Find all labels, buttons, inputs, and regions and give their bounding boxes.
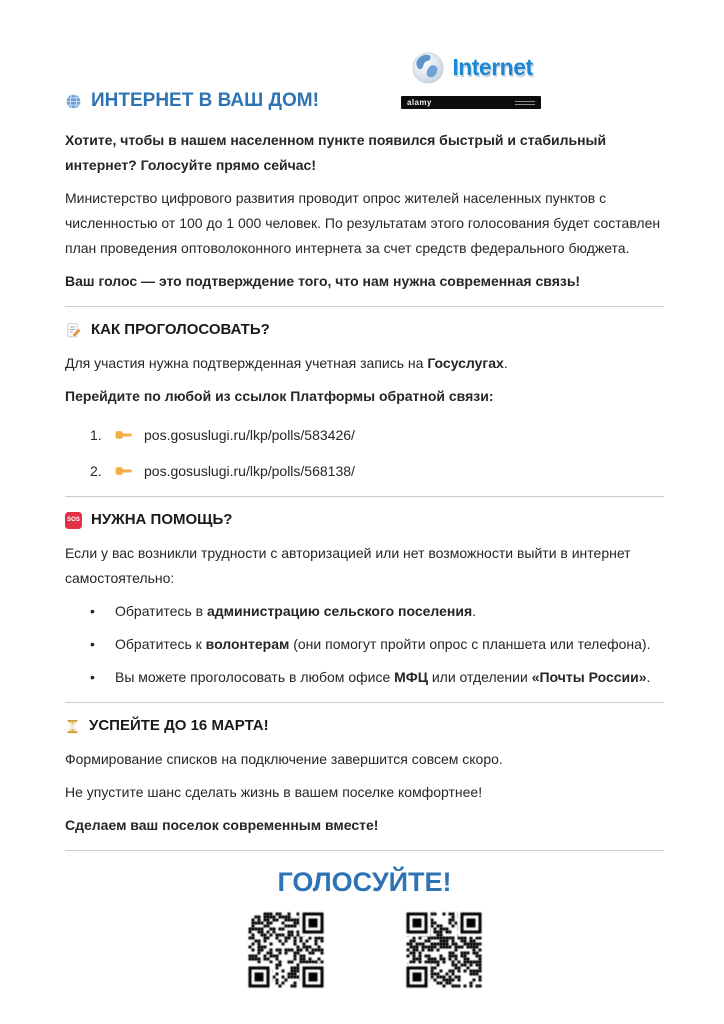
internet-logo-row — [401, 42, 541, 92]
vote-account-line: Для участия нужна подтвержденная учетная запись на Госуслугах. — [65, 355, 508, 371]
globe-photo-icon — [409, 48, 447, 86]
section-divider — [65, 306, 664, 307]
help-bullet-item: • Вы можете проголосовать в любом офисе МФЦ или отделении «Почты России». — [65, 665, 664, 690]
pointing-finger-icon — [114, 428, 133, 443]
vote-links-intro: Перейдите по любой из ссылок Платформы обратной связи: — [65, 388, 494, 404]
internet-logo-text: Internet — [452, 53, 533, 80]
section-divider — [65, 496, 664, 497]
internet-stock-logo — [401, 42, 541, 109]
help-bullet-item: • Обратитесь в администрацию сельского поселения. — [65, 599, 664, 624]
poll-link-2[interactable]: pos.gosuslugi.ru/lkp/polls/568138/ — [144, 463, 355, 479]
watermark-brand: alamy — [407, 98, 432, 107]
watermark-fineprint — [515, 101, 535, 105]
help-bullets-list — [65, 599, 664, 690]
pointing-finger-icon — [114, 464, 133, 479]
cta-vote-text: ГОЛОСУЙТЕ! — [277, 867, 452, 897]
bullet-marker: • — [90, 603, 95, 619]
list-number: 1. — [90, 427, 102, 443]
poll-link-item — [65, 459, 664, 484]
page-title — [65, 88, 664, 114]
intro-hook: Хотите, чтобы в нашем населенном пункте появился быстрый и стабильный интернет? Голосуйте прямо сейчас! — [65, 132, 607, 173]
list-number: 2. — [90, 463, 102, 479]
poll-links-list — [65, 423, 664, 484]
hourglass-icon — [65, 718, 80, 735]
bullet-marker: • — [90, 636, 95, 652]
sos-icon: SOS — [65, 512, 82, 529]
section-deadline-title-text: УСПЕЙТЕ ДО 16 МАРТА! — [89, 717, 269, 734]
section-help-title-text: НУЖНА ПОМОЩЬ? — [91, 511, 233, 528]
deadline-line-2: Не упустите шанс сделать жизнь в вашем поселке комфортнее! — [65, 784, 483, 800]
qr-code-poll-2 — [405, 911, 483, 989]
stock-watermark-bar — [401, 96, 541, 109]
section-help-title — [65, 509, 664, 531]
memo-icon — [65, 322, 82, 339]
page-title-text: ИНТЕРНЕТ В ВАШ ДОМ! — [91, 90, 319, 111]
bullet-marker: • — [90, 669, 95, 685]
section-divider — [65, 702, 664, 703]
section-deadline-title — [65, 715, 664, 737]
globe-icon — [65, 93, 82, 110]
qr-codes-row — [65, 911, 664, 989]
help-bullet-item: • Обратитесь к волонтерам (они помогут пройти опрос с планшета или телефона). — [65, 632, 664, 657]
intro-body: Министерство цифрового развития проводит опрос жителей населенных пунктов с численностью от 100 до 1 000 человек. По результатам этого голосования будет составлен план проведения оптоволоконного интернета за счет средств федерального бюджета. — [65, 190, 661, 256]
poll-link-item — [65, 423, 664, 448]
section-vote-title — [65, 319, 664, 341]
section-divider — [65, 850, 664, 851]
gosuslugi-bold: Госуслугах — [427, 355, 504, 371]
poll-link-1[interactable]: pos.gosuslugi.ru/lkp/polls/583426/ — [144, 427, 355, 443]
deadline-line-3: Сделаем ваш поселок современным вместе! — [65, 817, 379, 833]
section-vote-title-text: КАК ПРОГОЛОСОВАТЬ? — [91, 321, 270, 338]
deadline-line-1: Формирование списков на подключение завершится совсем скоро. — [65, 751, 503, 767]
help-intro: Если у вас возникли трудности с авторизацией или нет возможности выйти в интернет самостоятельно: — [65, 545, 631, 586]
intro-emphasis: Ваш голос — это подтверждение того, что нам нужна современная связь! — [65, 273, 581, 289]
qr-code-poll-1 — [247, 911, 325, 989]
